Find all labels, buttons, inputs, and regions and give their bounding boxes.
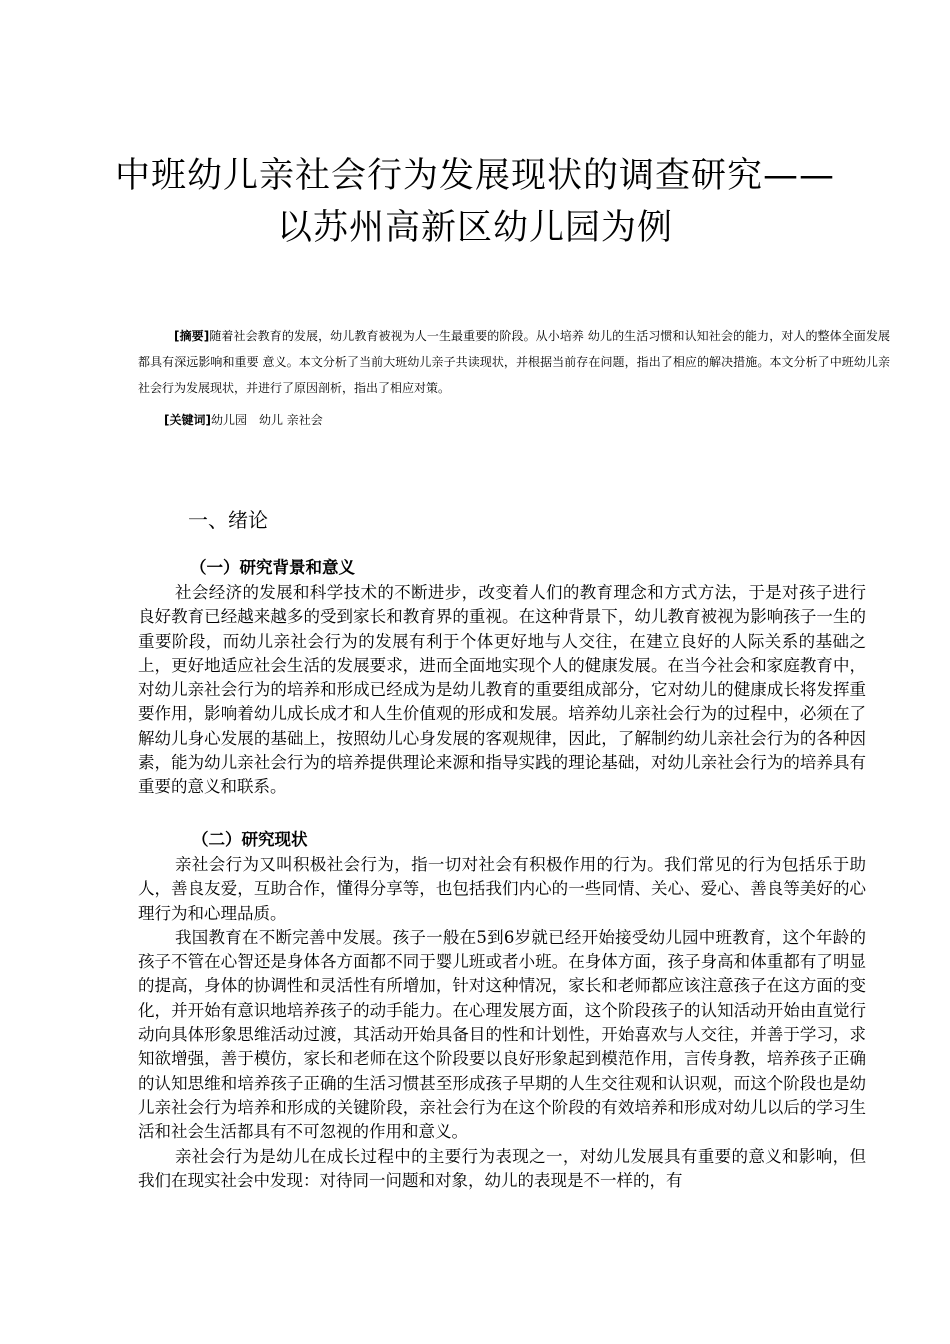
keywords-label: [关键词]: [164, 413, 211, 427]
paragraph: 亲社会行为是幼儿在成长过程中的主要行为表现之一，对幼儿发展具有重要的意义和影响，但我们在现实社会中发现：对待同一问题和对象，幼儿的表现是不一样的，有: [138, 1146, 866, 1190]
paper-title: 中班幼儿亲社会行为发展现状的调查研究——以苏州高新区幼儿园为例: [114, 156, 835, 248]
status-body: [138, 853, 866, 1193]
subsection-heading-background: （一）研究背景和意义: [190, 558, 355, 577]
abstract-label: [摘要]: [174, 329, 210, 343]
keywords-text: 幼儿园 幼儿 亲社会: [210, 413, 323, 427]
keywords: [164, 407, 764, 433]
abstract-text: 随着社会教育的发展，幼儿教育被视为人一生最重要的阶段。从小培养 幼儿的生活习惯和认知社会的能力，对人的整体全面发展都具有深远影响和重要 意义。本文分析了当前大班幼儿亲子共读现状，并根据当前存在问题，指出了相应的解决措施。本文分析了中班幼儿亲社会行为发展现状，并进行了原因剖析，指出了相应对策。: [138, 329, 890, 395]
paragraph: 社会经济的发展和科学技术的不断进步，改变着人们的教育理念和方式方法，于是对孩子进行良好教育已经越来越多的受到家长和教育界的重视。在这种背景下，幼儿教育被视为影响孩子一生的重要阶段，而幼儿亲社会行为的发展有利于个体更好地与人交往，在建立良好的人际关系的基础之上，更好地适应社会生活的发展要求，进而全面地实现个人的健康发展。在当今社会和家庭教育中，对幼儿亲社会行为的培养和形成已经成为是幼儿教育的重要组成部分，它对幼儿的健康成长将发挥重要作用，影响着幼儿成长成才和人生价值观的形成和发展。培养幼儿亲社会行为的过程中，必须在了解幼儿身心发展的基础上，按照幼儿心身发展的客观规律，因此，了解制约幼儿亲社会行为的各种因素，能为幼儿亲社会行为的培养提供理论来源和指导实践的理论基础，对幼儿亲社会行为的培养具有重要的意义和联系。: [138, 583, 866, 797]
section-heading-introduction: 一、绪论: [188, 508, 268, 532]
paragraph: 亲社会行为又叫积极社会行为，指一切对社会有积极作用的行为。我们常见的行为包括乐于助人，善良友爱，互助合作，懂得分享等，也包括我们内心的一些同情、关心、爱心、善良等美好的心理行为和心理品质。: [138, 855, 866, 923]
paragraph: 我国教育在不断完善中发展。孩子一般在5到6岁就已经开始接受幼儿园中班教育，这个年龄的孩子不管在心智还是身体各方面都不同于婴儿班或者小班。在身体方面，孩子身高和体重都有了明显的提高，身体的协调性和灵活性有所增加，针对这种情况，家长和老师都应该注意孩子在这方面的变化，并开始有意识地培养孩子的动手能力。在心理发展方面，这个阶段孩子的认知活动开始由直觉行动向具体形象思维活动过渡，其活动开始具备目的性和计划性，开始喜欢与人交往，并善于学习，求知欲增强，善于模仿，家长和老师在这个阶段要以良好形象起到模范作用，言传身教，培养孩子正确的认知思维和培养孩子正确的生活习惯甚至形成孩子早期的人生交往观和认识观，而这个阶段也是幼儿亲社会行为培养和形成的关键阶段，亲社会行为在这个阶段的有效培养和形成对幼儿以后的学习生活和社会生活都具有不可忽视的作用和意义。: [138, 927, 866, 1142]
background-body: [138, 581, 866, 800]
abstract: [138, 323, 890, 401]
subsection-heading-status: （二）研究现状: [192, 830, 308, 849]
